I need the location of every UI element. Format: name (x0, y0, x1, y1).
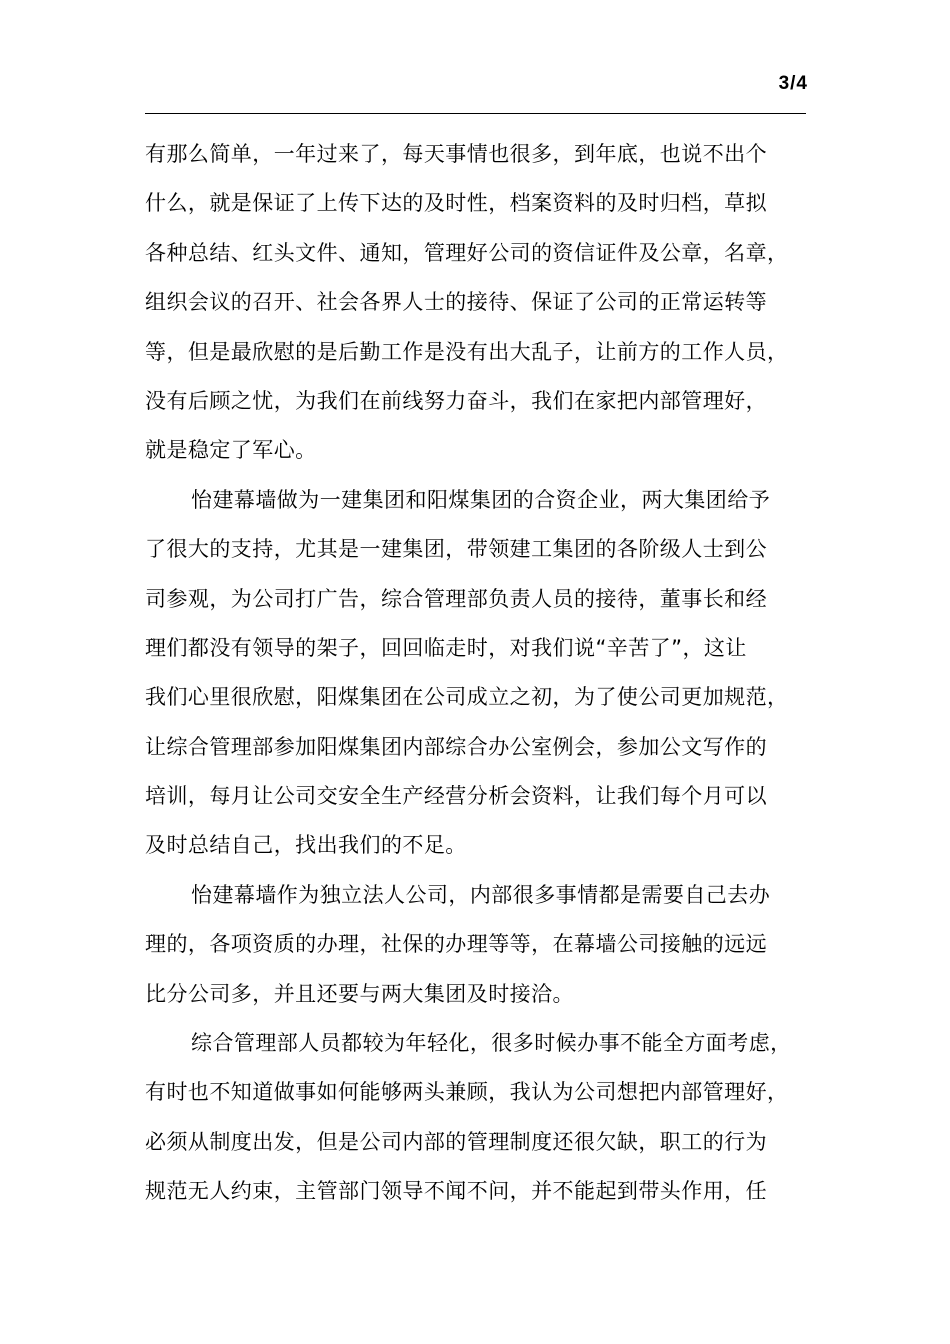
text-line: 及时总结自己，找出我们的不足。 (145, 833, 467, 858)
text-line: 让综合管理部参加阳煤集团内部综合办公室例会，参加公文写作的 (145, 734, 768, 759)
text-line: 比分公司多，并且还要与两大集团及时接洽。 (145, 981, 574, 1006)
text-line: 有时也不知道做事如何能够两头兼顾，我认为公司想把内部管理好， (145, 1080, 789, 1105)
text-line: 规范无人约束，主管部门领导不闻不问，并不能起到带头作用，任 (145, 1179, 768, 1204)
text-line: 没有后顾之忧，为我们在前线努力奋斗，我们在家把内部管理好， (145, 388, 768, 413)
text-line: 组织会议的召开、社会各界人士的接待、保证了公司的正常运转等 (145, 290, 768, 315)
text-line: 我们心里很欣慰，阳煤集团在公司成立之初，为了使公司更加规范， (145, 685, 789, 710)
text-line: 就是稳定了军心。 (145, 438, 317, 463)
paragraph-2 (145, 476, 825, 871)
page-number: 3/4 (778, 73, 808, 94)
text-line: 理们都没有领导的架子，回回临走时，对我们说“辛苦了”，这让 (145, 635, 747, 660)
text-line: 司参观，为公司打广告，综合管理部负责人员的接待，董事长和经 (145, 586, 768, 611)
text-line: 培训，每月让公司交安全生产经营分析会资料，让我们每个月可以 (145, 784, 768, 809)
document-body (145, 130, 825, 1217)
text-line: 理的，各项资质的办理，社保的办理等等，在幕墙公司接触的远远 (145, 932, 768, 957)
text-line: 怡建幕墙作为独立法人公司，内部很多事情都是需要自己去办 (191, 882, 771, 907)
text-line: 综合管理部人员都较为年轻化，很多时候办事不能全方面考虑， (191, 1031, 792, 1056)
text-line: 有那么简单，一年过来了，每天事情也很多，到年底，也说不出个 (145, 142, 768, 166)
text-line: 必须从制度出发，但是公司内部的管理制度还很欠缺，职工的行为 (145, 1129, 768, 1154)
header-rule (145, 113, 806, 114)
text-line: 怡建幕墙做为一建集团和阳煤集团的合资企业，两大集团给予 (191, 487, 771, 512)
paragraph-1 (145, 130, 825, 476)
text-line: 了很大的支持，尤其是一建集团，带领建工集团的各阶级人士到公 (145, 537, 768, 562)
paragraph-4 (145, 1019, 825, 1217)
text-line: 各种总结、红头文件、通知，管理好公司的资信证件及公章，名章， (145, 240, 789, 265)
text-line: 等，但是最欣慰的是后勤工作是没有出大乱子，让前方的工作人员， (145, 339, 789, 364)
paragraph-3 (145, 871, 825, 1019)
text-line: 什么，就是保证了上传下达的及时性，档案资料的及时归档，草拟 (145, 191, 768, 216)
